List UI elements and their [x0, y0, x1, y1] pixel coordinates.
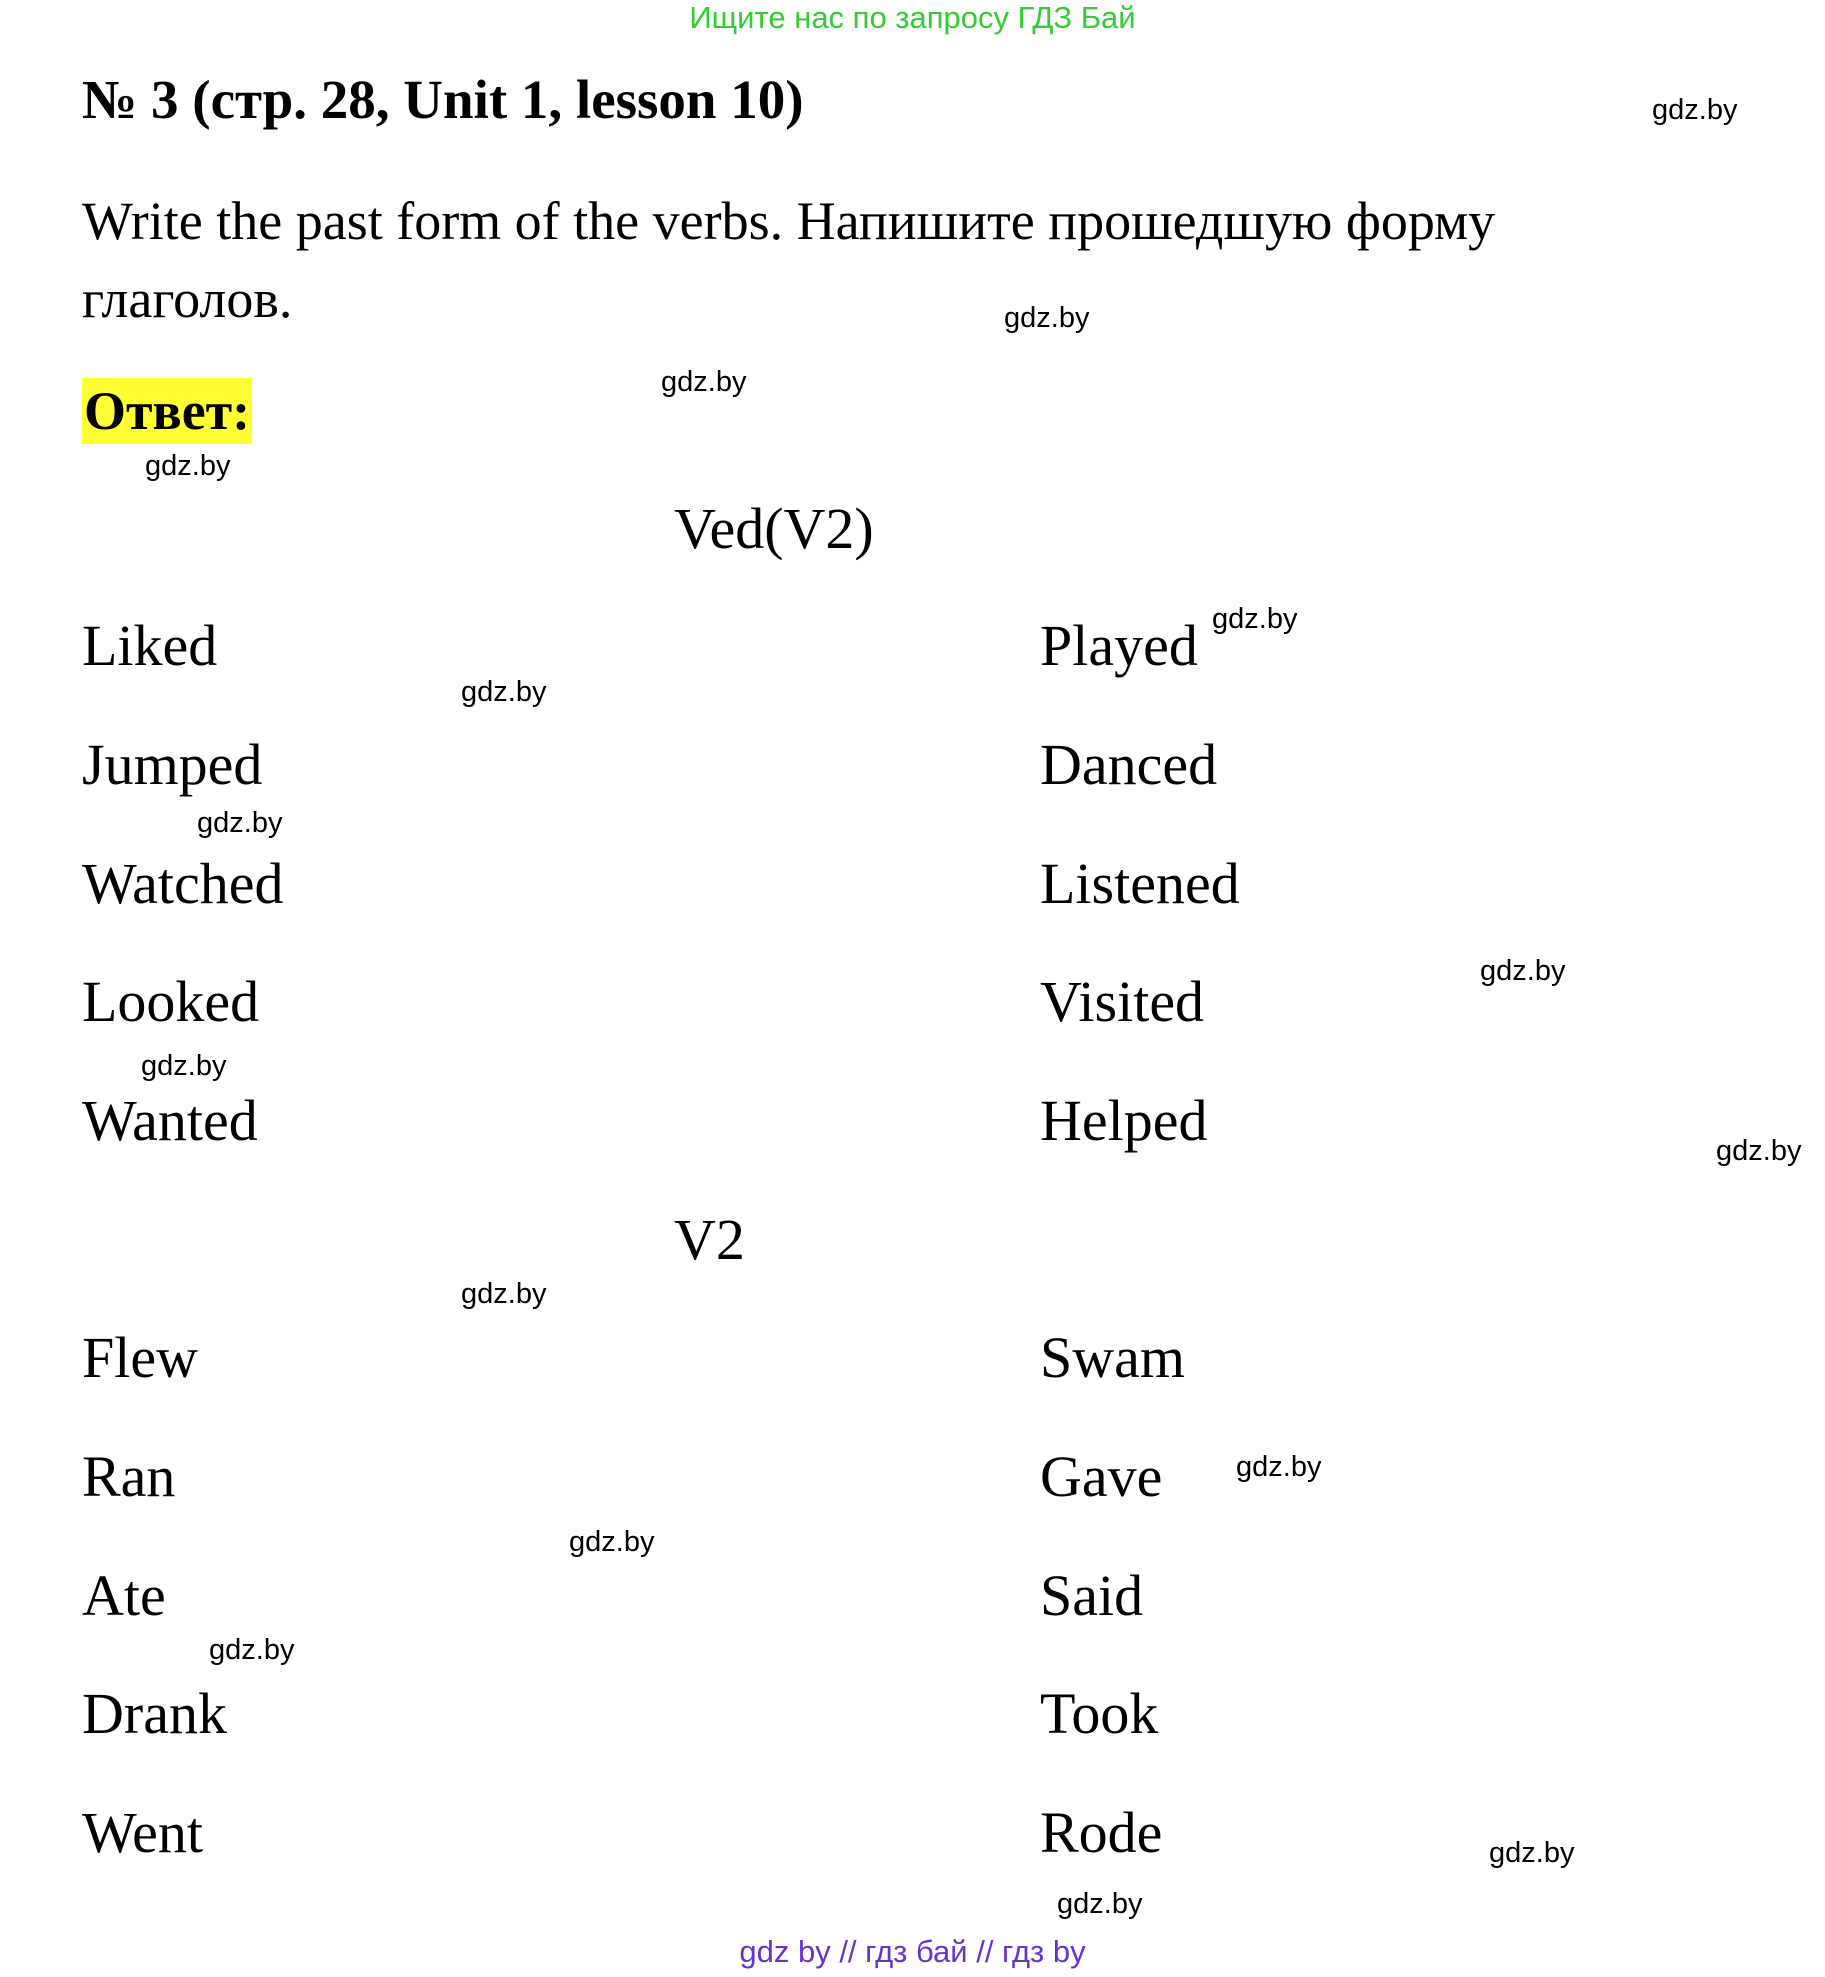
page-title: № 3 (стр. 28, Unit 1, lesson 10)	[82, 69, 804, 130]
watermark: gdz.by	[141, 1050, 227, 1082]
watermark: gdz.by	[197, 807, 283, 839]
watermark: gdz.by	[1652, 94, 1738, 126]
verb-item: Swam	[1040, 1325, 1185, 1390]
watermark: gdz.by	[461, 1278, 547, 1310]
watermark: gdz.by	[1716, 1135, 1802, 1167]
verb-item: Took	[1040, 1681, 1159, 1746]
verb-item: Ate	[82, 1563, 166, 1628]
verb-item: Went	[82, 1800, 203, 1865]
watermark: gdz.by	[1236, 1451, 1322, 1483]
watermark: gdz.by	[661, 366, 747, 398]
watermark: gdz.by	[145, 450, 231, 482]
verb-item: Wanted	[82, 1088, 258, 1153]
section1-heading: Ved(V2)	[674, 496, 874, 561]
footer-links[interactable]: gdz by // гдз бай // гдз by	[739, 1934, 1086, 1969]
verb-item: Watched	[82, 851, 284, 916]
verb-item: Looked	[82, 969, 260, 1034]
verb-item: Danced	[1040, 732, 1218, 797]
verb-item: Helped	[1040, 1088, 1208, 1153]
verb-item: Played	[1040, 613, 1198, 678]
verb-item: Rode	[1040, 1800, 1163, 1865]
verb-item: Drank	[82, 1681, 227, 1746]
section2-heading: V2	[674, 1207, 745, 1272]
verb-item: Ran	[82, 1444, 176, 1509]
watermark: gdz.by	[1480, 955, 1566, 987]
verb-item: Visited	[1040, 969, 1205, 1034]
watermark: gdz.by	[209, 1634, 295, 1666]
watermark: gdz.by	[569, 1526, 655, 1558]
watermark: gdz.by	[461, 676, 547, 708]
verb-item: Flew	[82, 1325, 198, 1390]
answer-label: Ответ:	[82, 378, 252, 444]
top-banner[interactable]: Ищите нас по запросу ГДЗ Бай	[689, 0, 1136, 35]
watermark: gdz.by	[1212, 603, 1298, 635]
verb-item: Jumped	[82, 732, 263, 797]
watermark: gdz.by	[1057, 1888, 1143, 1920]
task-text: Write the past form of the verbs. Напишите прошедшую форму глаголов.	[82, 191, 1496, 329]
watermark: gdz.by	[1004, 302, 1090, 334]
verb-item: Gave	[1040, 1444, 1163, 1509]
verb-item: Listened	[1040, 851, 1240, 916]
verb-item: Liked	[82, 613, 218, 678]
verb-item: Said	[1040, 1563, 1144, 1628]
watermark: gdz.by	[1489, 1837, 1575, 1869]
